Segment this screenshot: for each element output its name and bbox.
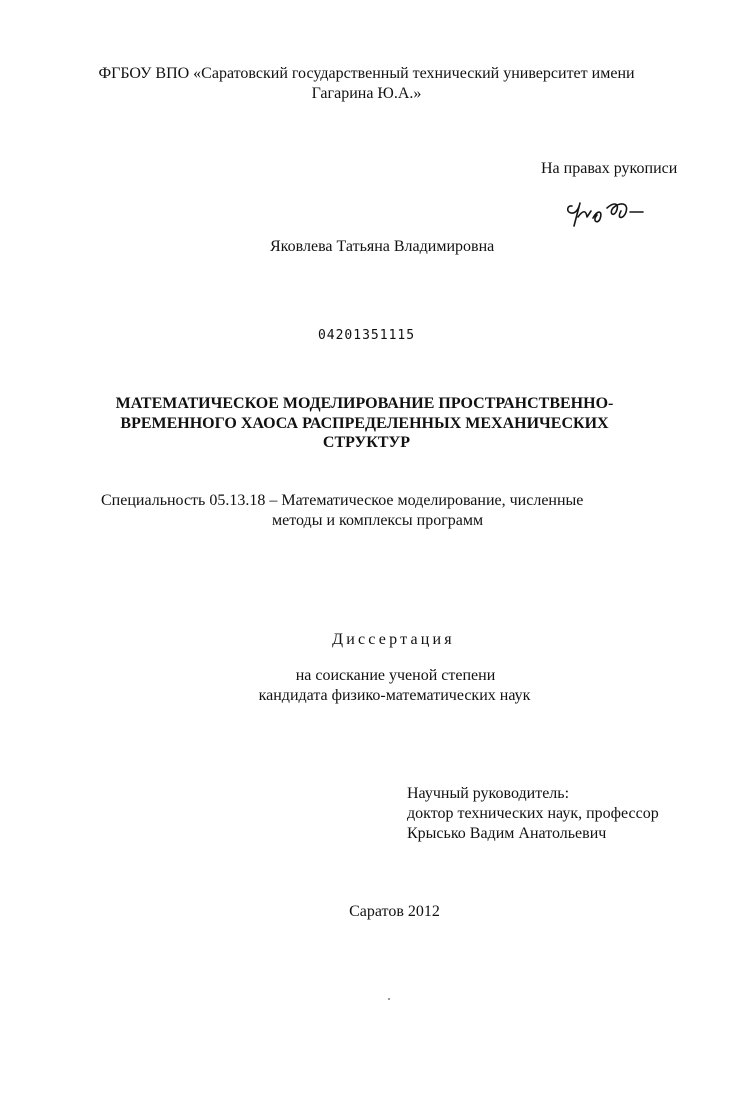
scan-speck: [388, 998, 390, 1000]
document-code: 04201351115: [317, 328, 416, 343]
author-name: Яковлева Татьяна Владимировна: [270, 238, 495, 255]
specialty-line-1: Специальность 05.13.18 – Математическое моделирование, численные: [101, 492, 584, 509]
degree-purpose-line-1: на соискание ученой степени: [295, 667, 496, 684]
specialty-line-2: методы и комплексы программ: [272, 512, 484, 529]
title-line-3: СТРУКТУР: [322, 434, 411, 451]
dissertation-label: Диссертация: [332, 631, 455, 648]
supervisor-label: Научный руководитель:: [407, 785, 570, 802]
degree-purpose-line-2: кандидата физико-математических наук: [258, 687, 531, 704]
title-line-1: МАТЕМАТИЧЕСКОЕ МОДЕЛИРОВАНИЕ ПРОСТРАНСТВЕННО-: [115, 395, 614, 412]
supervisor-degree: доктор технических наук, профессор: [407, 805, 659, 822]
handwritten-signature: [563, 190, 651, 234]
city-year: Саратов 2012: [349, 903, 440, 920]
organization-line-2: Гагарина Ю.А.»: [311, 85, 422, 102]
organization-line-1: ФГБОУ ВПО «Саратовский государственный технический университет имени: [98, 65, 635, 82]
supervisor-name: Крысько Вадим Анатольевич: [407, 825, 607, 842]
manuscript-note: На правах рукописи: [541, 160, 678, 177]
title-line-2: ВРЕМЕННОГО ХАОСА РАСПРЕДЕЛЕННЫХ МЕХАНИЧЕСКИХ: [120, 415, 609, 432]
